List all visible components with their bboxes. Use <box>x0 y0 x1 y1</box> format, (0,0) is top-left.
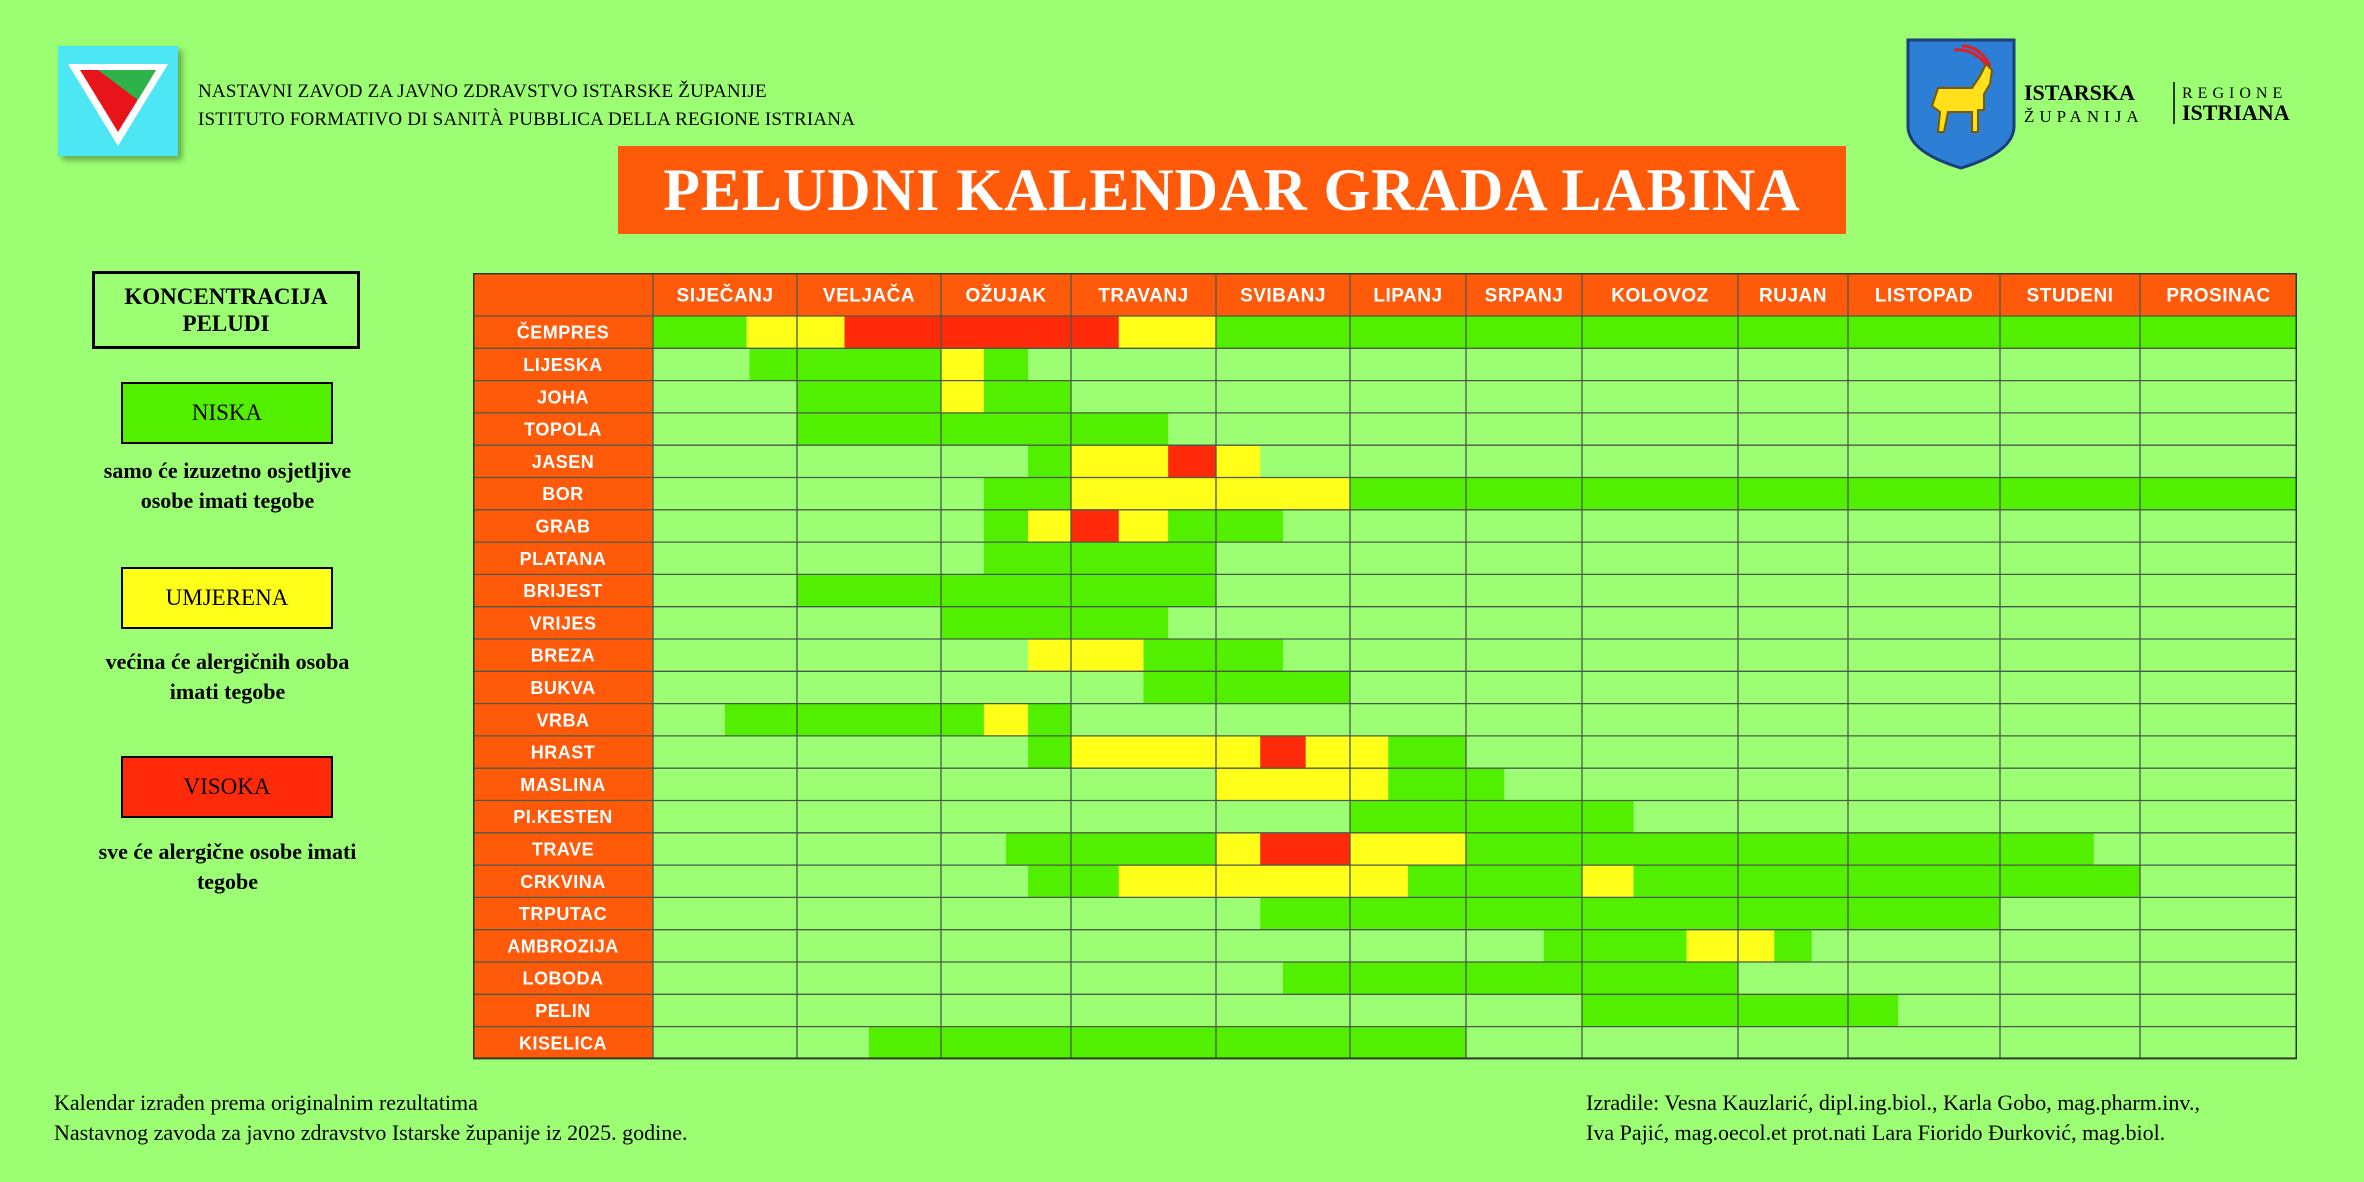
month-header-2: VELJAČA <box>822 285 916 307</box>
plant-name: KISELICA <box>518 1033 608 1054</box>
pollen-level-umjerena <box>941 348 984 380</box>
footer-right-line2: Iva Pajić, mag.oecol.et prot.nati Lara Fiorido Đurković, mag.biol. <box>1586 1120 2166 1145</box>
legend-desc-visoka-line2: tegobe <box>196 869 259 894</box>
pollen-level-umjerena <box>984 704 1028 736</box>
pollen-calendar-table <box>473 273 2297 1063</box>
plant-name: JASEN <box>531 451 595 472</box>
pollen-level-umjerena <box>1119 510 1168 542</box>
footer-source-note <box>54 1088 688 1148</box>
pollen-level-umjerena <box>1071 736 1260 768</box>
pollen-level-niska <box>1260 897 2000 929</box>
pollen-level-niska <box>984 348 1028 380</box>
pollen-level-umjerena <box>1119 865 1408 897</box>
pollen-level-niska <box>1216 316 2297 348</box>
plant-name: VRBA <box>536 710 590 731</box>
footer-left-line2: Nastavnog zavoda za javno zdravstvo Istarske županije iz 2025. godine. <box>54 1120 688 1145</box>
month-header-1: SIJEČANJ <box>676 285 774 307</box>
institute-name-it: ISTITUTO FORMATIVO DI SANITÀ PUBBLICA DELLA REGIONE ISTRIANA <box>198 109 856 130</box>
month-header-12: PROSINAC <box>2166 285 2271 307</box>
legend-label-niska: NISKA <box>191 400 263 425</box>
pollen-level-niska <box>1408 865 1582 897</box>
istria-crest-icon <box>1902 36 2020 172</box>
pollen-level-niska <box>797 348 941 380</box>
pollen-level-niska <box>984 478 1071 510</box>
plant-name: LOBODA <box>522 968 604 989</box>
legend-desc-umjerena <box>60 647 395 707</box>
month-header-6: LIPANJ <box>1373 285 1443 307</box>
pollen-level-visoka <box>1168 445 1216 477</box>
month-header-8: KOLOVOZ <box>1611 285 1709 307</box>
plant-name: VRIJES <box>529 613 597 634</box>
footer-right-line1: Izradile: Vesna Kauzlarić, dipl.ing.biol., Karla Gobo, mag.pharm.inv., <box>1586 1090 2200 1115</box>
region-it-line2: ISTRIANA <box>2182 100 2290 125</box>
pollen-level-niska <box>1006 833 1216 865</box>
pollen-level-niska <box>797 381 941 413</box>
pollen-level-niska <box>869 1027 1466 1059</box>
title-banner <box>618 146 1846 234</box>
plant-name: CRKVINA <box>520 871 606 892</box>
pollen-level-umjerena <box>1071 445 1168 477</box>
pollen-level-umjerena <box>1306 736 1350 768</box>
month-header-9: RUJAN <box>1759 285 1827 307</box>
pollen-level-visoka <box>941 316 1119 348</box>
pollen-level-umjerena <box>1350 833 1466 865</box>
pollen-level-niska <box>653 316 747 348</box>
legend-desc-visoka <box>60 837 395 897</box>
legend-desc-umjerena-line2: imati tegobe <box>169 679 286 704</box>
pollen-level-niska <box>1144 671 1351 703</box>
plant-name: MASLINA <box>520 774 606 795</box>
plant-name: PLATANA <box>519 548 607 569</box>
pollen-level-umjerena <box>1216 833 1260 865</box>
legend-swatch-visoka <box>121 756 333 818</box>
legend-label-visoka: VISOKA <box>183 774 271 799</box>
plant-name: BREZA <box>530 645 596 666</box>
plant-name: ČEMPRES <box>516 322 610 343</box>
pollen-level-umjerena <box>1216 445 1260 477</box>
pollen-level-niska <box>984 510 1028 542</box>
pollen-level-niska <box>941 607 1168 639</box>
pollen-level-visoka <box>1260 833 1350 865</box>
plant-name: PELIN <box>535 1000 591 1021</box>
legend-desc-niska-line2: osobe imati tegobe <box>140 488 315 513</box>
plant-name: JOHA <box>536 387 590 408</box>
pollen-level-umjerena <box>1028 639 1143 671</box>
month-header-11: STUDENI <box>2026 285 2114 307</box>
pollen-level-niska <box>1028 445 1071 477</box>
legend-title <box>92 271 360 349</box>
pollen-level-niska <box>749 348 797 380</box>
pollen-level-niska <box>1774 930 1811 962</box>
institute-name <box>198 78 855 134</box>
pollen-level-niska <box>1144 639 1284 671</box>
plant-name: BOR <box>542 484 584 505</box>
legend-swatch-umjerena <box>121 567 333 629</box>
footer-authors <box>1586 1088 2200 1148</box>
month-header-4: TRAVANJ <box>1098 285 1189 307</box>
legend-desc-niska <box>60 456 395 516</box>
region-hr-line2: ŽUPANIJA <box>2024 107 2144 126</box>
plant-name: LIJESKA <box>523 354 603 375</box>
legend-title-line2: PELUDI <box>182 311 270 336</box>
pollen-level-niska <box>1582 994 1898 1026</box>
pollen-level-umjerena <box>747 316 797 348</box>
month-header-10: LISTOPAD <box>1874 285 1974 307</box>
pollen-level-umjerena <box>1350 736 1388 768</box>
pollen-level-umjerena <box>941 381 984 413</box>
pollen-level-niska <box>1388 768 1504 800</box>
pollen-level-niska <box>1544 930 1687 962</box>
pollen-level-umjerena <box>1582 865 1633 897</box>
legend-desc-niska-line1: samo će izuzetno osjetljive <box>103 458 352 483</box>
pollen-level-niska <box>1633 865 2140 897</box>
region-hr-line1: ISTARSKA <box>2024 80 2135 105</box>
legend-desc-umjerena-line1: većina će alergičnih osoba <box>105 649 350 674</box>
plant-name: BUKVA <box>530 677 596 698</box>
plant-name: TRPUTAC <box>518 904 608 925</box>
footer-left-line1: Kalendar izrađen prema originalnim rezultatima <box>54 1090 478 1115</box>
pollen-level-niska <box>984 542 1216 574</box>
pollen-level-visoka <box>1071 510 1119 542</box>
pollen-level-umjerena <box>1687 930 1775 962</box>
plant-name: TRAVE <box>531 839 595 860</box>
pollen-level-niska <box>1028 865 1119 897</box>
month-header-5: SVIBANJ <box>1240 285 1326 307</box>
pollen-level-niska <box>725 704 984 736</box>
region-name <box>2022 78 2322 128</box>
pollen-level-umjerena <box>797 316 845 348</box>
plant-name: AMBROZIJA <box>507 936 619 957</box>
pollen-level-niska <box>797 413 1168 445</box>
pollen-level-niska <box>1350 478 2297 510</box>
pollen-level-niska <box>1350 801 1633 833</box>
pollen-level-visoka <box>845 316 941 348</box>
pollen-level-niska <box>1028 704 1071 736</box>
legend-swatch-niska <box>121 382 333 444</box>
month-header-3: OŽUJAK <box>965 285 1047 307</box>
region-it-line1: REGIONE <box>2182 85 2288 102</box>
pollen-level-umjerena <box>1028 510 1071 542</box>
pollen-level-umjerena <box>1071 478 1350 510</box>
month-header-7: SRPANJ <box>1484 285 1564 307</box>
legend-label-umjerena: UMJERENA <box>165 585 289 610</box>
legend-title-line1: KONCENTRACIJA <box>124 284 328 309</box>
pollen-level-visoka <box>1260 736 1306 768</box>
pollen-level-niska <box>1283 962 1738 994</box>
plant-name: PI.KESTEN <box>513 807 613 828</box>
pollen-level-umjerena <box>1119 316 1216 348</box>
pollen-level-niska <box>1028 736 1071 768</box>
plant-name: GRAB <box>535 516 591 537</box>
pollen-level-niska <box>1388 736 1466 768</box>
plant-name: HRAST <box>530 742 596 763</box>
institute-logo <box>58 46 178 156</box>
plant-name: BRIJEST <box>523 581 603 602</box>
pollen-level-niska <box>1168 510 1283 542</box>
page-title: PELUDNI KALENDAR GRADA LABINA <box>663 156 1801 223</box>
plant-name: TOPOLA <box>524 419 602 440</box>
pollen-level-niska <box>984 381 1071 413</box>
pollen-level-niska <box>797 574 1216 606</box>
pollen-calendar-grid <box>473 273 2297 1063</box>
legend-desc-visoka-line1: sve će alergične osobe imati <box>98 839 357 864</box>
institute-name-hr: NASTAVNI ZAVOD ZA JAVNO ZDRAVSTVO ISTARSKE ŽUPANIJE <box>198 81 767 102</box>
pollen-level-umjerena <box>1216 768 1388 800</box>
